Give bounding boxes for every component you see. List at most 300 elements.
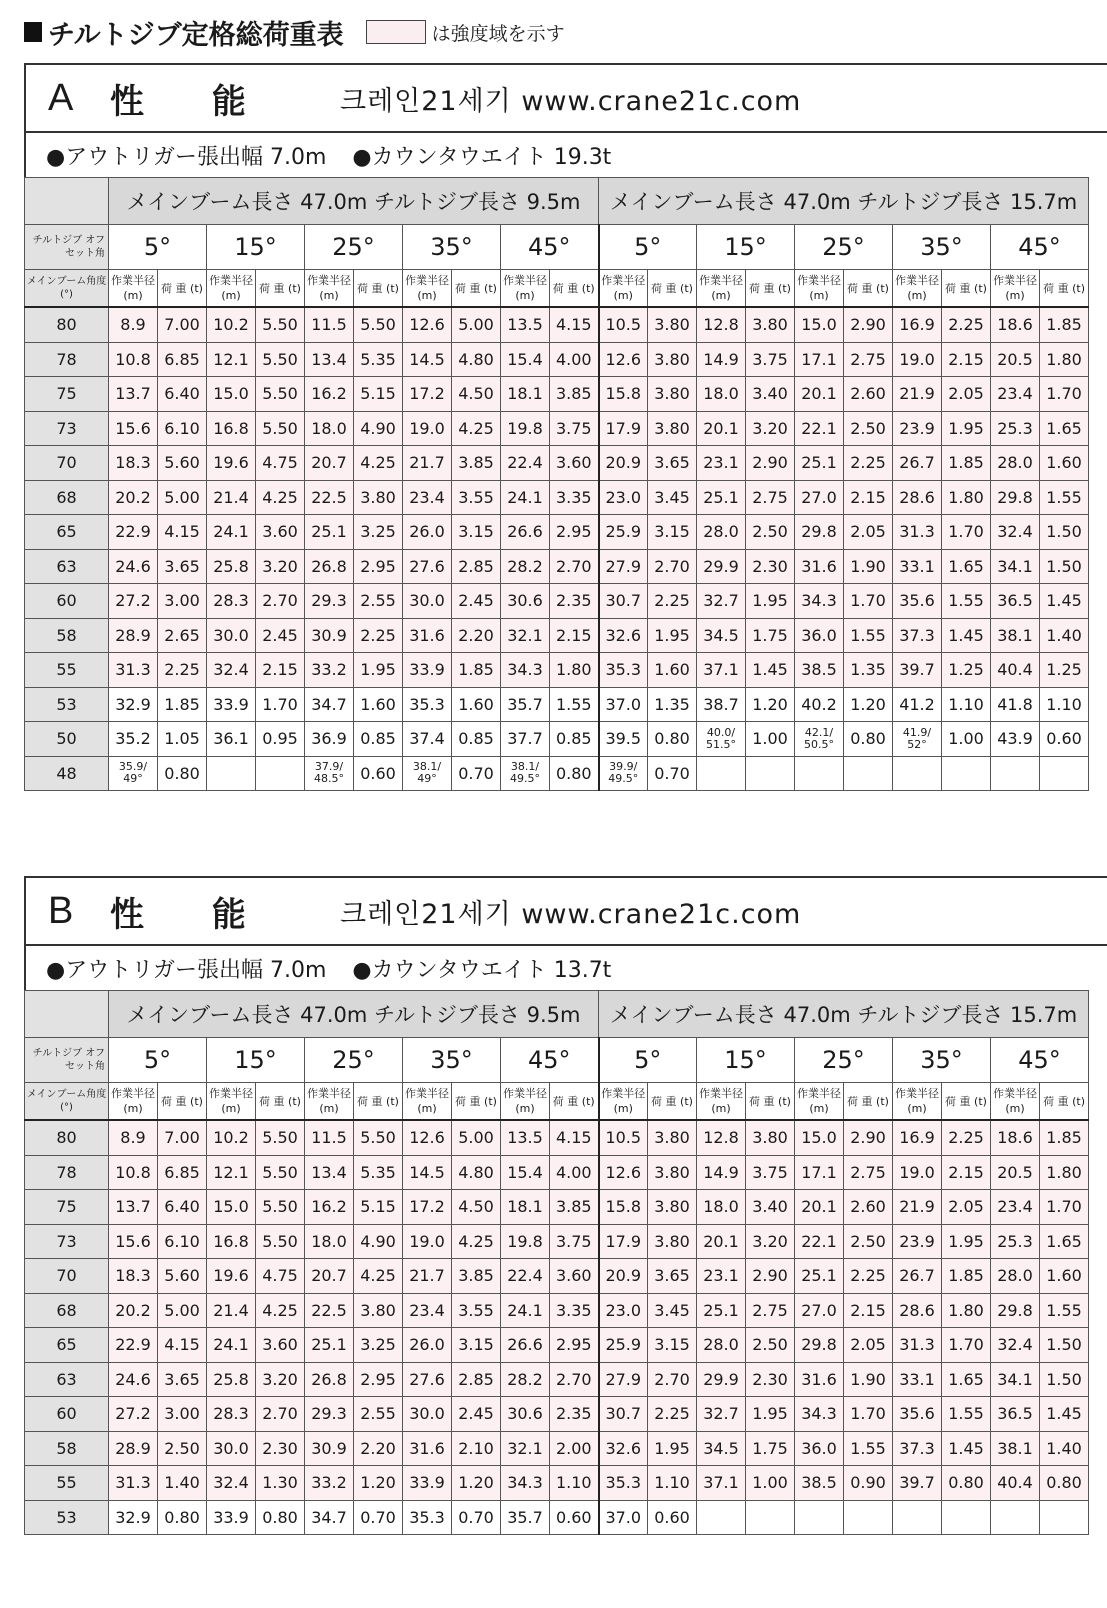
section-header — [24, 63, 1107, 133]
load-cell: 1.80 — [1040, 342, 1089, 377]
load-cell: 1.85 — [1040, 1120, 1089, 1155]
load-cell: 7.00 — [158, 307, 207, 342]
section-letter: B — [48, 889, 74, 932]
radius-cell: 42.1/ 50.5° — [795, 722, 844, 757]
load-cell: 5.00 — [452, 307, 501, 342]
radius-cell: 30.6 — [501, 584, 550, 619]
radius-cell: 26.6 — [501, 1328, 550, 1363]
radius-cell: 33.9 — [207, 687, 256, 722]
load-cell: 5.50 — [256, 1155, 305, 1190]
boom-angle-cell: 55 — [25, 1466, 109, 1501]
radius-cell: 30.6 — [501, 1397, 550, 1432]
boom-angle-cell: 65 — [25, 515, 109, 550]
radius-cell — [795, 1500, 844, 1535]
unit-radius-cell: 作業半径 (m) — [207, 1083, 256, 1121]
radius-cell: 16.9 — [893, 1120, 942, 1155]
boom-angle-cell: 53 — [25, 687, 109, 722]
load-cell: 0.70 — [648, 756, 697, 791]
radius-cell: 13.5 — [501, 307, 550, 342]
radius-cell: 35.7 — [501, 1500, 550, 1535]
offset-angle-cell: 5° — [599, 1038, 697, 1083]
load-cell: 2.45 — [256, 618, 305, 653]
boom-angle-cell: 58 — [25, 618, 109, 653]
section-a — [24, 63, 1107, 791]
unit-load-cell: 荷 重 (t) — [158, 1083, 207, 1121]
load-cell: 3.65 — [158, 549, 207, 584]
table-row — [25, 1155, 1107, 1190]
radius-cell: 31.3 — [109, 1466, 158, 1501]
unit-load-cell: 荷 重 (t) — [648, 1083, 697, 1121]
radius-cell: 22.5 — [305, 480, 354, 515]
gap-cell — [1089, 687, 1107, 722]
radius-cell: 18.3 — [109, 446, 158, 481]
offset-angle-cell: 35° — [403, 225, 501, 270]
gap-cell — [1089, 1466, 1107, 1501]
load-cell: 1.85 — [158, 687, 207, 722]
radius-cell: 34.5 — [697, 618, 746, 653]
load-cell: 1.55 — [550, 687, 599, 722]
gap-cell — [1089, 225, 1107, 270]
radius-cell: 26.7 — [893, 446, 942, 481]
gap-cell — [1089, 270, 1107, 308]
radius-cell: 20.7 — [305, 1259, 354, 1294]
radius-cell: 11.5 — [305, 1120, 354, 1155]
section-name: 性 能 — [110, 81, 274, 122]
boom-angle-cell: 78 — [25, 342, 109, 377]
radius-cell: 30.0 — [207, 618, 256, 653]
unit-load-cell: 荷 重 (t) — [1040, 1083, 1089, 1121]
radius-cell: 23.0 — [599, 480, 648, 515]
radius-cell: 32.7 — [697, 584, 746, 619]
radius-cell: 32.7 — [697, 1397, 746, 1432]
load-cell: 2.60 — [844, 377, 893, 412]
load-cell: 3.25 — [354, 515, 403, 550]
unit-radius-cell: 作業半径 (m) — [109, 270, 158, 308]
load-cell: 2.90 — [844, 307, 893, 342]
boom-angle-header: メインブーム角度 (°) — [25, 270, 109, 308]
outrigger-width: ●アウトリガー張出幅 7.0m — [46, 144, 327, 170]
group-header-jib-9-5: メインブーム長さ 47.0m チルトジブ長さ 9.5m — [109, 991, 599, 1038]
load-cell: 1.85 — [942, 1259, 991, 1294]
gap-cell — [1089, 1120, 1107, 1155]
load-cell: 2.30 — [746, 549, 795, 584]
radius-cell: 20.5 — [991, 1155, 1040, 1190]
load-cell: 1.55 — [942, 584, 991, 619]
load-cell: 0.85 — [452, 722, 501, 757]
unit-load-cell: 荷 重 (t) — [942, 1083, 991, 1121]
load-cell: 1.10 — [1040, 687, 1089, 722]
load-cell: 3.25 — [354, 1328, 403, 1363]
load-cell: 2.70 — [550, 549, 599, 584]
unit-radius-cell: 作業半径 (m) — [599, 270, 648, 308]
unit-radius-cell: 作業半径 (m) — [501, 270, 550, 308]
load-cell: 1.75 — [746, 1431, 795, 1466]
load-cell: 2.70 — [550, 1362, 599, 1397]
load-cell: 0.95 — [256, 722, 305, 757]
radius-cell: 23.9 — [893, 411, 942, 446]
load-cell: 0.60 — [1040, 722, 1089, 757]
page-title-text: チルトジブ定格総荷重表 — [48, 19, 344, 51]
corner-cell — [25, 991, 109, 1038]
radius-cell: 27.0 — [795, 480, 844, 515]
group-header-jib-15-7: メインブーム長さ 47.0m チルトジブ長さ 15.7m — [599, 178, 1089, 225]
load-cell: 0.80 — [844, 722, 893, 757]
load-cell: 1.20 — [844, 687, 893, 722]
load-cell: 3.00 — [158, 584, 207, 619]
unit-radius-cell: 作業半径 (m) — [599, 1083, 648, 1121]
load-cell: 4.25 — [256, 480, 305, 515]
radius-cell: 17.1 — [795, 342, 844, 377]
radius-cell: 38.5 — [795, 1466, 844, 1501]
unit-load-cell: 荷 重 (t) — [746, 270, 795, 308]
load-cell: 6.10 — [158, 1224, 207, 1259]
radius-cell: 12.6 — [403, 1120, 452, 1155]
radius-cell: 15.6 — [109, 411, 158, 446]
radius-cell: 35.3 — [599, 653, 648, 688]
radius-cell — [795, 756, 844, 791]
gap-cell — [1089, 653, 1107, 688]
load-cell: 1.95 — [746, 1397, 795, 1432]
load-cell: 5.00 — [158, 1293, 207, 1328]
load-cell: 1.60 — [354, 687, 403, 722]
radius-cell: 19.0 — [403, 1224, 452, 1259]
unit-radius-cell: 作業半径 (m) — [991, 1083, 1040, 1121]
radius-cell: 19.8 — [501, 1224, 550, 1259]
load-cell: 1.40 — [1040, 618, 1089, 653]
offset-angle-cell: 35° — [893, 1038, 991, 1083]
load-cell: 2.50 — [844, 411, 893, 446]
load-cell: 3.80 — [354, 1293, 403, 1328]
unit-radius-cell: 作業半径 (m) — [501, 1083, 550, 1121]
load-cell: 3.80 — [648, 307, 697, 342]
load-cell: 4.25 — [452, 411, 501, 446]
radius-cell: 38.7 — [697, 687, 746, 722]
gap-cell — [1089, 1224, 1107, 1259]
radius-cell: 15.0 — [207, 1190, 256, 1225]
radius-cell: 36.5 — [991, 584, 1040, 619]
radius-cell: 31.6 — [795, 549, 844, 584]
radius-cell: 8.9 — [109, 307, 158, 342]
load-cell: 2.25 — [942, 1120, 991, 1155]
radius-cell: 29.8 — [991, 480, 1040, 515]
load-cell: 1.25 — [942, 653, 991, 688]
load-cell: 1.70 — [1040, 377, 1089, 412]
offset-angle-cell: 35° — [893, 225, 991, 270]
radius-cell: 25.1 — [305, 1328, 354, 1363]
offset-angle-cell: 5° — [109, 1038, 207, 1083]
radius-cell: 35.3 — [403, 687, 452, 722]
radius-cell: 28.9 — [109, 1431, 158, 1466]
section-name: 性 能 — [110, 894, 274, 935]
load-cell: 0.80 — [648, 722, 697, 757]
radius-cell: 23.4 — [403, 1293, 452, 1328]
boom-angle-cell: 63 — [25, 1362, 109, 1397]
radius-cell: 29.9 — [697, 1362, 746, 1397]
unit-load-cell: 荷 重 (t) — [844, 270, 893, 308]
load-cell: 4.15 — [550, 1120, 599, 1155]
boom-angle-cell: 80 — [25, 307, 109, 342]
load-cell: 0.80 — [1040, 1466, 1089, 1501]
load-cell: 2.70 — [648, 549, 697, 584]
load-cell: 3.80 — [746, 307, 795, 342]
load-cell: 1.65 — [1040, 1224, 1089, 1259]
radius-cell: 34.7 — [305, 1500, 354, 1535]
load-cell: 1.95 — [942, 1224, 991, 1259]
table-row — [25, 618, 1107, 653]
radius-cell: 38.5 — [795, 653, 844, 688]
radius-cell: 27.0 — [795, 1293, 844, 1328]
radius-cell: 34.5 — [697, 1431, 746, 1466]
unit-radius-cell: 作業半径 (m) — [697, 270, 746, 308]
load-cell: 1.85 — [452, 653, 501, 688]
radius-cell: 24.1 — [207, 1328, 256, 1363]
boom-angle-cell: 78 — [25, 1155, 109, 1190]
radius-cell: 25.8 — [207, 549, 256, 584]
outrigger-width: ●アウトリガー張出幅 7.0m — [46, 957, 327, 983]
radius-cell: 31.3 — [893, 1328, 942, 1363]
radius-cell: 31.6 — [403, 618, 452, 653]
radius-cell: 11.5 — [305, 307, 354, 342]
table-row — [25, 515, 1107, 550]
load-cell: 3.00 — [158, 1397, 207, 1432]
load-cell: 3.65 — [158, 1362, 207, 1397]
load-cell: 1.70 — [942, 515, 991, 550]
load-cell: 5.50 — [256, 1190, 305, 1225]
strength-zone-legend-swatch — [366, 20, 426, 44]
load-cell: 2.15 — [844, 480, 893, 515]
radius-cell: 12.1 — [207, 1155, 256, 1190]
radius-cell: 20.7 — [305, 446, 354, 481]
radius-cell: 10.2 — [207, 1120, 256, 1155]
load-cell: 2.50 — [746, 515, 795, 550]
unit-radius-cell: 作業半径 (m) — [305, 1083, 354, 1121]
boom-angle-cell: 73 — [25, 411, 109, 446]
load-cell: 2.15 — [844, 1293, 893, 1328]
radius-cell: 30.0 — [207, 1431, 256, 1466]
table-row — [25, 1362, 1107, 1397]
load-cell: 2.55 — [354, 584, 403, 619]
load-cell: 2.25 — [158, 653, 207, 688]
load-cell — [942, 756, 991, 791]
load-cell: 1.65 — [942, 549, 991, 584]
load-cell: 2.30 — [256, 1431, 305, 1466]
radius-cell: 27.9 — [599, 1362, 648, 1397]
radius-cell: 39.7 — [893, 1466, 942, 1501]
load-cell: 1.90 — [844, 1362, 893, 1397]
load-cell: 3.60 — [256, 1328, 305, 1363]
radius-cell: 39.7 — [893, 653, 942, 688]
group-header-jib-9-5: メインブーム長さ 47.0m チルトジブ長さ 9.5m — [109, 178, 599, 225]
radius-cell: 24.1 — [501, 1293, 550, 1328]
load-cell: 6.40 — [158, 1190, 207, 1225]
radius-cell: 15.8 — [599, 377, 648, 412]
radius-cell: 23.4 — [991, 377, 1040, 412]
gap-cell — [1089, 515, 1107, 550]
gap-cell — [1089, 1328, 1107, 1363]
radius-cell: 38.1/ 49.5° — [501, 756, 550, 791]
radius-cell: 27.6 — [403, 549, 452, 584]
radius-cell: 16.8 — [207, 1224, 256, 1259]
offset-angle-cell: 25° — [795, 225, 893, 270]
load-cell: 1.40 — [158, 1466, 207, 1501]
radius-cell: 18.0 — [305, 1224, 354, 1259]
radius-cell: 29.8 — [795, 515, 844, 550]
load-cell: 2.85 — [452, 549, 501, 584]
section-conditions — [24, 946, 1107, 990]
load-cell: 0.60 — [550, 1500, 599, 1535]
gap-cell — [1089, 549, 1107, 584]
load-cell: 5.50 — [256, 342, 305, 377]
load-cell: 3.20 — [746, 411, 795, 446]
gap-cell — [1089, 618, 1107, 653]
gap-cell — [1089, 307, 1107, 342]
load-cell: 5.15 — [354, 377, 403, 412]
radius-cell: 25.8 — [207, 1362, 256, 1397]
load-cell — [1040, 1500, 1089, 1535]
load-cell: 3.40 — [746, 377, 795, 412]
radius-cell: 13.7 — [109, 377, 158, 412]
unit-radius-cell: 作業半径 (m) — [697, 1083, 746, 1121]
radius-cell: 25.1 — [795, 446, 844, 481]
load-cell: 1.25 — [1040, 653, 1089, 688]
load-cell: 3.45 — [648, 1293, 697, 1328]
boom-angle-cell: 80 — [25, 1120, 109, 1155]
radius-cell: 23.4 — [403, 480, 452, 515]
load-cell: 3.80 — [746, 1120, 795, 1155]
gap-cell — [1089, 342, 1107, 377]
load-cell: 5.50 — [354, 307, 403, 342]
boom-angle-cell: 68 — [25, 480, 109, 515]
radius-cell: 24.6 — [109, 1362, 158, 1397]
load-cell: 5.50 — [354, 1120, 403, 1155]
radius-cell: 31.3 — [893, 515, 942, 550]
load-cell: 2.35 — [550, 1397, 599, 1432]
table-row — [25, 1224, 1107, 1259]
radius-cell: 32.9 — [109, 1500, 158, 1535]
load-cell: 2.70 — [648, 1362, 697, 1397]
radius-cell: 18.0 — [305, 411, 354, 446]
load-cell: 3.85 — [452, 446, 501, 481]
radius-cell: 18.1 — [501, 1190, 550, 1225]
radius-cell: 19.0 — [893, 1155, 942, 1190]
load-cell: 2.90 — [746, 1259, 795, 1294]
radius-cell: 20.1 — [697, 411, 746, 446]
radius-cell: 21.9 — [893, 1190, 942, 1225]
load-cell: 2.55 — [354, 1397, 403, 1432]
offset-angle-cell: 5° — [109, 225, 207, 270]
radius-cell: 17.9 — [599, 1224, 648, 1259]
radius-cell: 21.9 — [893, 377, 942, 412]
load-cell: 1.50 — [1040, 549, 1089, 584]
offset-angle-cell: 35° — [403, 1038, 501, 1083]
unit-load-cell: 荷 重 (t) — [452, 1083, 501, 1121]
radius-cell: 12.6 — [599, 1155, 648, 1190]
radius-cell: 25.9 — [599, 515, 648, 550]
load-cell: 2.65 — [158, 618, 207, 653]
radius-cell: 28.0 — [991, 1259, 1040, 1294]
load-cell: 4.25 — [452, 1224, 501, 1259]
radius-cell: 22.4 — [501, 446, 550, 481]
load-cell: 4.00 — [550, 342, 599, 377]
radius-cell: 33.9 — [207, 1500, 256, 1535]
unit-load-cell: 荷 重 (t) — [354, 1083, 403, 1121]
radius-cell: 23.1 — [697, 446, 746, 481]
radius-cell: 43.9 — [991, 722, 1040, 757]
load-cell: 3.60 — [256, 515, 305, 550]
offset-angle-header: チルトジブ オフセット角 — [25, 1038, 109, 1083]
unit-load-cell: 荷 重 (t) — [844, 1083, 893, 1121]
load-cell: 1.95 — [648, 618, 697, 653]
load-cell: 0.85 — [354, 722, 403, 757]
load-cell: 4.50 — [452, 377, 501, 412]
radius-cell: 32.4 — [207, 1466, 256, 1501]
radius-cell: 13.7 — [109, 1190, 158, 1225]
load-cell: 6.40 — [158, 377, 207, 412]
radius-cell: 13.4 — [305, 1155, 354, 1190]
radius-cell: 33.9 — [403, 653, 452, 688]
radius-cell: 32.1 — [501, 618, 550, 653]
radius-cell: 10.2 — [207, 307, 256, 342]
radius-cell: 28.0 — [697, 1328, 746, 1363]
radius-cell: 20.1 — [697, 1224, 746, 1259]
load-cell: 5.60 — [158, 446, 207, 481]
radius-cell: 16.2 — [305, 377, 354, 412]
radius-cell: 20.1 — [795, 1190, 844, 1225]
unit-radius-cell: 作業半径 (m) — [109, 1083, 158, 1121]
load-cell: 2.70 — [256, 1397, 305, 1432]
load-cell: 5.50 — [256, 1224, 305, 1259]
load-cell: 4.25 — [256, 1293, 305, 1328]
load-cell: 2.95 — [354, 1362, 403, 1397]
load-cell: 2.95 — [354, 549, 403, 584]
load-cell: 2.35 — [550, 584, 599, 619]
table-row — [25, 1500, 1107, 1535]
radius-cell: 31.3 — [109, 653, 158, 688]
load-cell: 3.55 — [452, 1293, 501, 1328]
load-cell: 3.15 — [452, 1328, 501, 1363]
radius-cell: 34.3 — [501, 1466, 550, 1501]
gap-cell — [1089, 1397, 1107, 1432]
load-cell: 2.15 — [942, 1155, 991, 1190]
load-cell: 2.50 — [746, 1328, 795, 1363]
load-cell: 3.80 — [648, 1155, 697, 1190]
load-cell: 7.00 — [158, 1120, 207, 1155]
load-cell: 3.80 — [648, 377, 697, 412]
load-cell: 2.00 — [550, 1431, 599, 1466]
offset-angle-cell: 45° — [501, 1038, 599, 1083]
radius-cell: 20.2 — [109, 1293, 158, 1328]
radius-cell: 19.0 — [403, 411, 452, 446]
load-cell: 2.25 — [354, 618, 403, 653]
radius-cell: 26.6 — [501, 515, 550, 550]
load-cell: 1.60 — [1040, 1259, 1089, 1294]
radius-cell: 22.1 — [795, 1224, 844, 1259]
load-cell: 1.45 — [1040, 1397, 1089, 1432]
load-cell: 3.85 — [452, 1259, 501, 1294]
unit-radius-cell: 作業半径 (m) — [893, 1083, 942, 1121]
boom-angle-cell: 53 — [25, 1500, 109, 1535]
boom-angle-cell: 68 — [25, 1293, 109, 1328]
load-cell: 5.50 — [256, 411, 305, 446]
radius-cell — [207, 756, 256, 791]
load-cell: 1.95 — [746, 584, 795, 619]
radius-cell: 28.3 — [207, 584, 256, 619]
load-cell: 3.60 — [550, 1259, 599, 1294]
radius-cell: 25.3 — [991, 411, 1040, 446]
gap-cell — [1089, 446, 1107, 481]
gap-cell — [1089, 584, 1107, 619]
table-row — [25, 342, 1107, 377]
